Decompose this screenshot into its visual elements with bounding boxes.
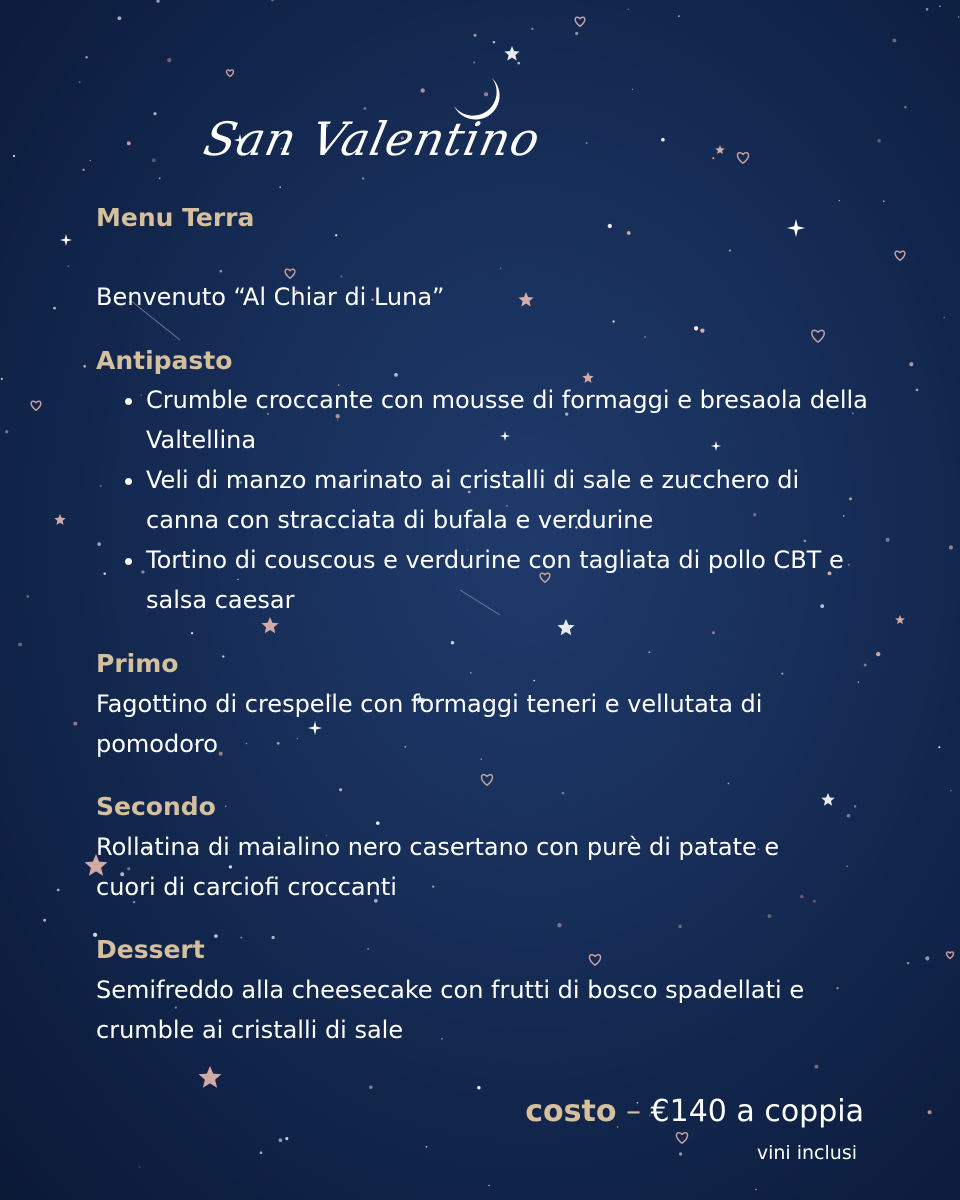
section-heading-primo: Primo [96,649,179,678]
list-item: • Tortino di couscous e verdurine con tagliata di pollo CBT e salsa caesar [146,540,876,620]
list-item: • Veli di manzo marinato ai cristalli di sale e zucchero di canna con stracciata di bufala e verdurine [146,460,876,540]
primo-text: Fagottino di crespelle con formaggi teneri e vellutata di pomodoro [96,690,763,758]
menu-label: Menu Terra [96,203,255,232]
section-heading-dessert: Dessert [96,935,205,964]
price-line [525,1094,864,1129]
welcome-text: Benvenuto “Al Chiar di Luna” [96,283,445,311]
price-note: vini inclusi [756,1142,857,1164]
price-amount: €140 a coppia [650,1094,864,1129]
price-separator: – [625,1094,641,1129]
secondo-text: Rollatina di maialino nero casertano con purè di patate e cuori di carciofi croccanti [96,833,780,901]
list-item: • Crumble croccante con mousse di formaggi e bresaola della Valtellina [146,380,876,460]
page-title: San Valentino [199,112,546,166]
price-label: costo [525,1094,617,1129]
section-heading-antipasto: Antipasto [96,346,233,375]
dessert-text: Semifreddo alla cheesecake con frutti di bosco spadellati e crumble ai cristalli di sale [96,976,805,1044]
section-heading-secondo: Secondo [96,792,216,821]
antipasto-list [120,380,876,620]
